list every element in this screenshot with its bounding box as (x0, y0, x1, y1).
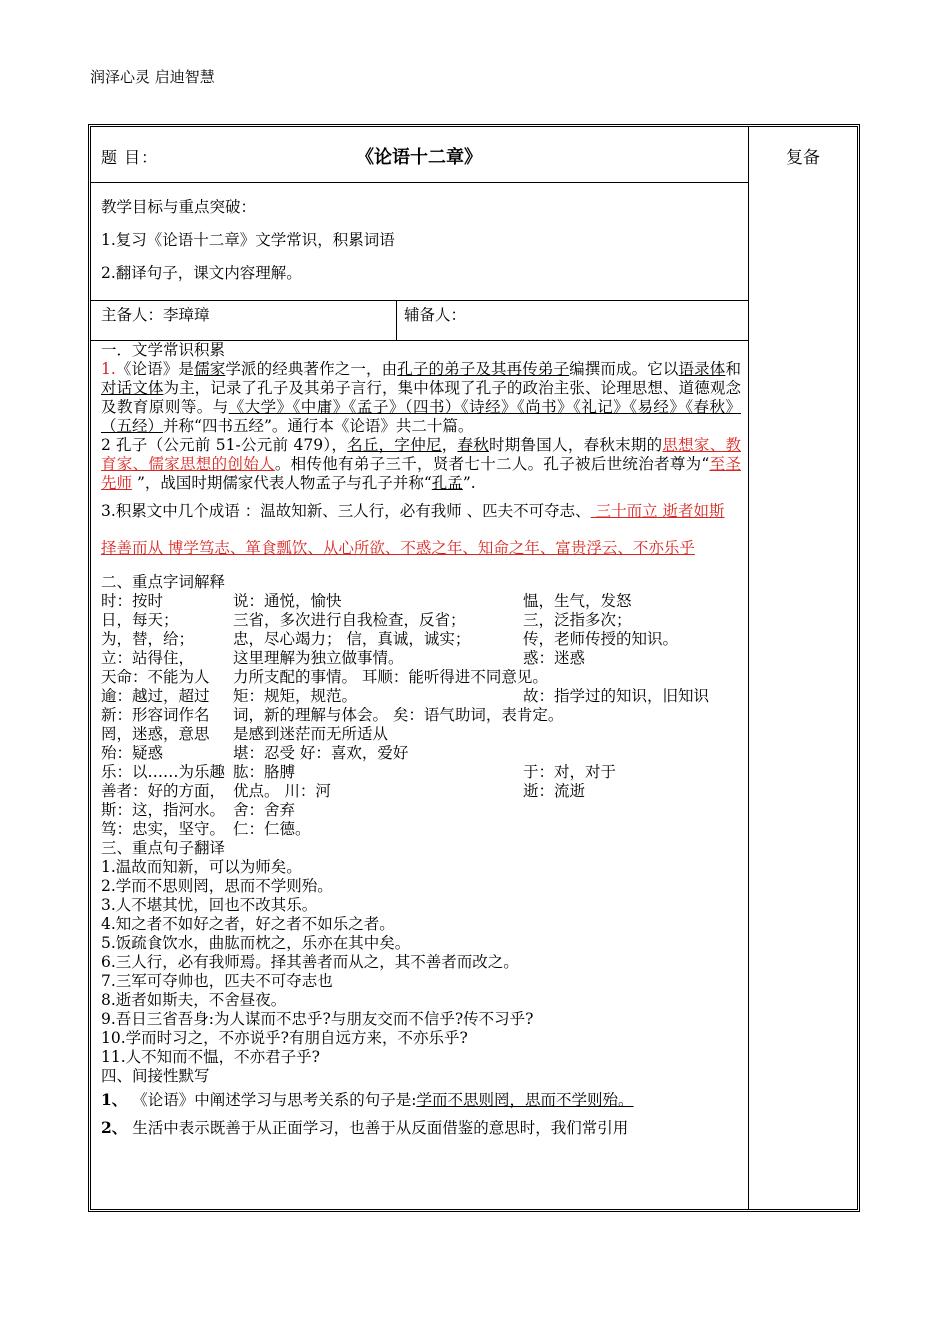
text-run: 三十而立 逝者如斯 择善而从 博学笃志、箪食瓢饮、从心所欲、不惑之年、知命之年、富贵浮云、不亦乐乎 (101, 502, 725, 557)
sentence-item: 8.逝者如斯夫，不舍昼夜。 (101, 991, 287, 1009)
vocabulary-entry: 时：按时 (101, 592, 164, 610)
goal-item: 1.复习《论语十二章》文学常识，积累词语 (101, 231, 395, 249)
vocabulary-entry: 三，泛指多次； (523, 611, 632, 629)
vocabulary-entry: 三省，多次进行自我检查，反省； (233, 611, 466, 629)
question-number: 2、 (101, 1118, 128, 1137)
vocabulary-row (101, 668, 741, 687)
literature-note-1 (101, 360, 741, 436)
vocabulary-entry: 逝：流逝 (523, 782, 586, 800)
text-run: 2 孔子（公元前 51-公元前 479）， (101, 436, 348, 454)
text-run: 3.积累文中几个成语 ：温故知新、三人行，必有我师 、匹夫不可夺志、 (101, 502, 591, 520)
literature-note-2 (101, 436, 741, 493)
sentence-list (101, 858, 741, 1067)
text-run: 春秋 (457, 436, 490, 454)
vocabulary-entry: 乐：以……为乐趣 (101, 763, 226, 781)
question-text: 生活中表示既善于从正面学习，也善于从反面借鉴的意思时，我们常引用 (127, 1119, 629, 1137)
text-run: ”，战国时期儒家代表人物孟子与孔子并称“ (132, 474, 432, 492)
vocabulary-entry: 愠，生气，发怒 (523, 592, 632, 610)
vocabulary-entry (523, 744, 741, 763)
sentence-item: 6.三人行，必有我师焉。择其善者而从之，其不善者而改之。 (101, 953, 519, 971)
vocabulary-entry: 肱：胳膊 (233, 763, 296, 781)
section-title: 二、重点字词解释 (101, 573, 226, 591)
text-run: 为主，记录了孔子及其弟子言行，集中体现了孔子的政治主张、论理思想、道德观念及教育原则等。与 (101, 379, 741, 416)
review-column-title: 复备 (786, 148, 820, 168)
vocabulary-entry: 惑：迷惑 (523, 649, 586, 667)
text-run: 。相传他有弟子三千，贤者七十二人。孔子被后世统治者尊为“ (274, 455, 710, 473)
sentence-item: 10.学而时习之，不亦说乎?有朋自远方来，不亦乐乎? (101, 1029, 468, 1047)
cell-divider (396, 300, 397, 340)
vocabulary-entry: 忠，尽心竭力； 信，真诚，诚实； (233, 630, 471, 648)
text-run: 孔子的弟子及其再传弟子 (397, 360, 570, 378)
row-divider (91, 300, 748, 301)
vocabulary-entry (523, 706, 741, 725)
vocabulary-entry: 斯：这，指河水。 (101, 801, 226, 819)
text-run: 儒家 (194, 360, 226, 378)
vocabulary-row (101, 820, 741, 839)
text-run: 对话文体 (101, 379, 164, 397)
section-title: 三、重点句子翻译 (101, 839, 226, 857)
vocabulary-entry: 天命：不能为人 (101, 668, 210, 686)
vocabulary-entry: 仁：仁德。 (233, 820, 311, 838)
text-run: 语录体 (678, 360, 726, 378)
sentence-item: 3.人不堪其忧，回也不改其乐。 (101, 896, 318, 914)
text-run: 孔孟 (431, 474, 463, 492)
question-text: 《论语》中阐述学习与思考关系的句子是: (127, 1091, 417, 1109)
vocabulary-entry: 词，新的理解与体会。 矣：语气助词，表肯定。 (233, 706, 564, 724)
vocabulary-entry: 笃：忠实，坚守。 (101, 820, 226, 838)
vocabulary-entry: 新：形容词作名 (101, 706, 210, 724)
vocabulary-entry: 矩：规矩，规范。 (233, 687, 358, 705)
title-label: 题 目： (101, 148, 159, 167)
page-header: 润泽心灵 启迪智慧 (90, 68, 215, 86)
vocabulary-row (101, 687, 741, 706)
vocabulary-entry: 善者：好的方面， (101, 782, 226, 800)
text-run: 学派的经典著作之一，由 (225, 360, 398, 378)
goals-heading: 教学目标与重点突破： (101, 198, 257, 216)
vocabulary-row (101, 592, 741, 611)
sentence-item: 5.饭疏食饮水，曲肱而枕之，乐亦在其中矣。 (101, 934, 411, 952)
vocabulary-entry: 优点。 川：河 (233, 782, 331, 800)
assistant-preparer: 辅备人： (404, 306, 467, 324)
vocabulary-entry (523, 801, 741, 820)
vocabulary-entry: 故：指学过的知识，旧知识 (523, 687, 710, 705)
main-preparer: 主备人：李璋璋 (101, 306, 210, 324)
vocabulary-entry: 立：站得住， (101, 649, 195, 667)
text-run: 编撰而成。它以 (569, 360, 679, 378)
vocabulary-row (101, 801, 741, 820)
vocabulary-row (101, 725, 741, 744)
text-run: 思想家、教育家、儒家思想的创始人 (101, 436, 741, 473)
vocabulary-entry: 为，替，给； (101, 630, 195, 648)
vocabulary-entry: 殆：疑惑 (101, 744, 164, 762)
vocabulary-entry (523, 820, 741, 839)
text-run: 《大学》《中庸》《孟子》（四书）《诗经》《尚书》《礼记》《易经》《春秋》（五经） (101, 398, 741, 435)
vocabulary-row (101, 763, 741, 782)
text-run: 名丘，字仲尼 (347, 436, 442, 454)
vocabulary-entry: 说：通悦，愉快 (233, 592, 342, 610)
vocabulary-entry (523, 668, 741, 687)
vocabulary-entry (523, 725, 741, 744)
vocabulary-entry: 日，每天； (101, 611, 179, 629)
lesson-content (101, 341, 741, 1142)
vocabulary-list (101, 592, 741, 839)
row-divider (91, 182, 748, 183)
goal-item: 2.翻译句子，课文内容理解。 (101, 264, 302, 282)
vocabulary-entry: 这里理解为独立做事情。 (233, 649, 404, 667)
section-title: 一．文学常识积累 (101, 341, 226, 359)
dictation-question-2 (101, 1114, 741, 1142)
vocabulary-row (101, 706, 741, 725)
vocabulary-row (101, 611, 741, 630)
text-run: 《论语》是 (115, 360, 195, 378)
sentence-item: 11.人不知而不愠，不亦君子乎? (101, 1048, 320, 1066)
text-run: 和 (725, 360, 741, 378)
text-run: 并称“四书五经”。通行本《论语》共二十篇。 (163, 417, 474, 435)
text-run: 时期鲁国人，春秋末期的 (489, 436, 663, 454)
text-run: ”. (462, 474, 476, 492)
question-answer: 学而不思则罔，思而不学则殆。 (416, 1091, 634, 1109)
sentence-item: 4.知之者不如好之者，好之者不如乐之者。 (101, 915, 395, 933)
vocabulary-entry: 堪：忍受 好：喜欢，爱好 (233, 744, 409, 762)
sentence-item: 9.吾日三省吾身:为人谋而不忠乎?与朋友交而不信乎?传不习乎? (101, 1010, 534, 1028)
vocabulary-row (101, 782, 741, 801)
vocabulary-row (101, 630, 741, 649)
lesson-table (88, 124, 860, 1212)
dictation-question-1 (101, 1086, 741, 1114)
vocabulary-entry: 是感到迷茫而无所适从 (233, 725, 389, 743)
text-run: 至圣先师 (101, 455, 741, 492)
sentence-item: 1.温故而知新，可以为师矣。 (101, 858, 302, 876)
sentence-item: 2.学而不思则罔，思而不学则殆。 (101, 877, 333, 895)
sentence-item: 7.三军可夺帅也，匹夫不可夺志也 (101, 972, 333, 990)
lesson-title: 《论语十二章》 (356, 147, 482, 168)
idiom-list (101, 493, 741, 567)
section-title: 四、间接性默写 (101, 1067, 210, 1085)
vocabulary-entry: 传，老师传授的知识。 (523, 630, 679, 648)
vocabulary-entry: 力所支配的事情。 耳顺：能听得进不同意见。 (233, 668, 548, 686)
vocabulary-row (101, 649, 741, 668)
column-divider (748, 127, 749, 1209)
vocabulary-entry: 罔，迷惑，意思 (101, 725, 210, 743)
teaching-goals (101, 191, 395, 290)
vocabulary-row (101, 744, 741, 763)
vocabulary-entry: 逾：越过，超过 (101, 687, 210, 705)
text-run: ， (441, 436, 458, 454)
text-run: 1. (101, 360, 116, 378)
question-number: 1、 (101, 1090, 128, 1109)
vocabulary-entry: 舍：舍弃 (233, 801, 296, 819)
vocabulary-entry: 于：对，对于 (523, 763, 617, 781)
